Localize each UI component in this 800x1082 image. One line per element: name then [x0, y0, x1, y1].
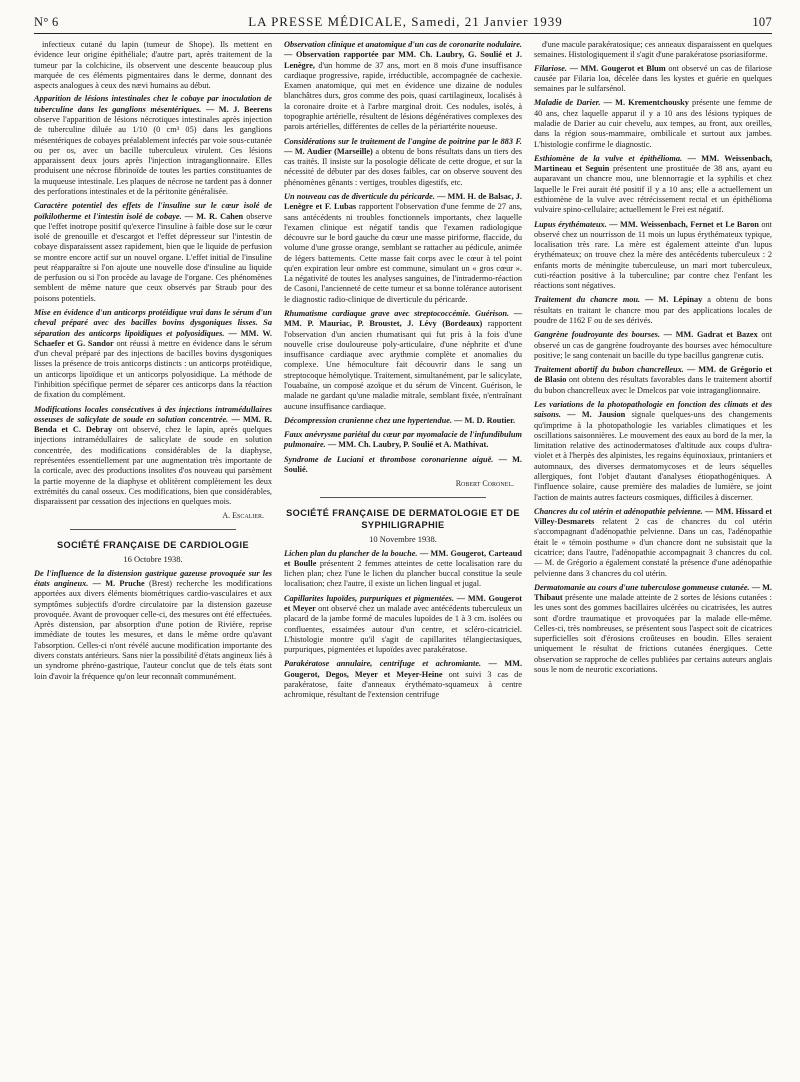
article [34, 94, 272, 197]
article-title: Modifications locales consécutives à des injections intramédullaires osseuses de salicylate de soude en solution concentrée. [34, 404, 272, 424]
section-date: 16 Octobre 1938. [123, 554, 183, 565]
article [284, 594, 522, 656]
article-authors: — M. Soulié. [284, 454, 522, 474]
article-title: Capillarites lupoïdes, purpuriques et pigmentées. [284, 593, 454, 603]
article-authors: — MM. W. Schaefer et G. Sandor [34, 328, 273, 348]
article-text: d'un homme de 37 ans, mort en 8 mois d'une insuffisance cardiaque progressive, rapide, irréductible, accompagnée de cachexie. Examen anatomique, qui met en évidence une dizaine de nodules blanchâtres durs, gros comme des pois, quasi cartilagineux, localisés à la coronaire droite et à l'arbre marginal droit. Ces nodules, isolés, à topographie artérielle, résultent de lésions dégénératives complexes des parois artérielles, différentes de celles de la périartérite noueuse. [284, 60, 522, 132]
article-authors: — M. J. Beerens [205, 104, 272, 114]
article-text: présentent 2 femmes atteintes de cette localisation rare du lichen plan; chez l'une le lichen du plancher buccal constitue la seule localisation; chez l'autre, il existe un lichen lingual et jugal. [284, 558, 523, 589]
article-authors: — MM. de Grégorio et de Blasio [534, 365, 772, 385]
article-authors: — MM. Gadrat et Bazex [663, 330, 758, 340]
issue-number: N° 6 [34, 15, 59, 29]
article [534, 507, 772, 579]
article-text: ont observé chez un nourrisson de 11 mois un lupus érythémateux typique, localisation très rare. La mère est également atteinte d'un lupus érythémateux; on trouve chez la mère des antécédents tuberculeux : 2 enfants morts de méningite tuberculeuse, un mari mort tuberculeux, cuti-réaction positive à la tuberculine; par contre chez l'enfant les réactions sont négatives. [534, 219, 772, 291]
article-authors: — MM. Weissenbach, Fernet et Le Baron [609, 219, 759, 229]
column-3 [534, 40, 772, 705]
article-authors: — MM. Ch. Laubry, P. Soulié et A. Mathivat. [327, 440, 489, 450]
article-authors: — MM. H. de Balsac, J. Lenègre et F. Lubas [284, 191, 523, 212]
article-authors: — M. Pruche [92, 579, 145, 589]
journal-title: LA PRESSE MÉDICALE, Samedi, 21 Janvier 1939 [248, 14, 563, 29]
article-title: Considérations sur le traitement de l'angine de poitrine par le 883 F. [284, 136, 522, 146]
article [534, 220, 772, 292]
article-authors: — M. D. Routier. [454, 415, 516, 425]
article-authors: — MM. Gougerot et Blum [569, 63, 666, 73]
article-text: relatent 2 cas de chancres du col utérin s'accompagnant d'adénopathie pelvienne. Dans un cas, l'adénopathie était le « témoin posthume » d'un chancre dont ne subsistait que la cicatrice; dans l'autre, l'adénopathie accompagnait 3 chancres du col. — M. de Grégorio a également constaté la présence d'une adénopathie pelvienne dans 3 chancres du col utérin. [534, 517, 772, 578]
article [534, 295, 772, 326]
article [534, 98, 772, 149]
article-text: ont suivi 3 cas de parakératose, faite d'anneaux érythémato-squameux à centre achromique, résultant de l'extension centrifuge [284, 669, 523, 700]
article [284, 549, 522, 590]
article-text: a obtenu de bons résultats dans un tiers des cas traités. Il insiste sur la posologie délicate de cette drogue, et sur la nécessité de débuter par des doses faibles, car on observe souvent des phénomènes gênants : vertiges, troubles digestifs, etc. [284, 146, 522, 187]
article-list [284, 40, 522, 475]
article-title: Syndrome de Luciani et thrombose coronarienne aiguë. [284, 454, 494, 464]
article-title: Décompression cranienne chez une hypertendue. [284, 415, 453, 425]
section-heading: SOCIÉTÉ FRANÇAISE DE DERMATOLOGIE ET DE SYPHILIGRAPHIE [286, 508, 520, 531]
article-text: (Brest) recherche les modifications apportées aux divers éléments biométriques cardio-vasculaires et aux symptômes subjectifs d'ordre circulatoire par la distension gazeuse provoquée. Avant de provoquer celle-ci, des mesures ont été effectuées. Après distension, par absorption d'une potion de Rivière, reprise immédiate de toutes les mesures, et dans le même ordre qu'avant l'absorption. Celles-ci n'ont révélé aucune modification importante des divers constats antérieurs. Sans nier la possibilité d'états angineux liés à un syndrome phréno-gastrique, l'auteur conclut que de tels états sont loin d'avoir la fréquence qu'on leur reconnaît communément. [34, 579, 273, 681]
intro-text: d'une macule parakératosique; ces anneaux disparaissent en quelques semaines. Histologiquement il s'agit d'une parakératose psoriasiforme. [534, 40, 772, 60]
article-authors: — MM. Weissenbach, Martineau et Seguin [534, 153, 773, 174]
article [34, 569, 272, 682]
article [534, 64, 772, 95]
article-title: Les variations de la photopathologie en fonction des climats et des saisons. [534, 400, 772, 420]
article [534, 400, 772, 503]
article-text: ont réussi à mettre en évidence dans le sérum d'un cheval préparé par des injections de bacilles bovins dysgoniques lisses la présence de trois anticorps distincts : un anticorps protéidique, un anticorps lipoïdique et un anticorps polyosidique. La méthode de l'inhibition spécifique permet de séparer ces anticorps dans la réaction de fixation du complément. [34, 338, 272, 400]
header-rule [34, 33, 772, 34]
page-number: 107 [752, 15, 772, 29]
article-authors: — M. Thibaut [534, 582, 772, 603]
article [34, 405, 272, 508]
article-text: ont observé chez un malade avec antécédents tuberculeux un placard de la jambe formé de macules lupoïdes de 1 à 3 cm. isolées ou confluentes, essaimées autour d'un centre, et scléro-cicatriciel. L'histologie montre qu'il s'agit de capillarites télangiectasiques, purpuriques, pigmentées et lupoïdes avec parakératose. [284, 604, 523, 655]
section-divider [70, 529, 237, 530]
article-authors: — MM. Gougerot, Degos, Meyer et Meyer-Heine [284, 659, 523, 679]
article-authors: — M. Audier (Marseille) [284, 146, 373, 156]
article-title: Un nouveau cas de diverticule du péricarde. [284, 191, 435, 201]
article-authors: — M. R. Cahen [184, 211, 244, 221]
article-title: Faux anévrysme pariétal du cœur par myomalacie de l'infundibulum pulmonaire. [284, 430, 522, 450]
article-title: Esthiomène de la vulve et épithélioma. [534, 153, 683, 163]
article [284, 430, 522, 451]
page-header [34, 14, 772, 33]
article [34, 308, 272, 401]
article-authors: — Observation rapportée par MM. Ch. Laubry, G. Soulié et J. Lenègre, [284, 50, 522, 70]
article [534, 583, 772, 676]
article-title: Rhumatisme cardiaque grave avec streptococcémie. Guérison. [284, 309, 510, 319]
article-title: Parakératose annulaire, centrifuge et achromiante. [284, 659, 482, 669]
section-date: 10 Novembre 1938. [369, 534, 437, 545]
article-title: Lichen plan du plancher de la bouche. [284, 548, 418, 558]
article-text: observe l'apparition de lésions nécrotiques intestinales après injection de tuberculine diluée au 1/10 (0 cm³ 05) dans les ganglions mésentériques de cobayes préalablement infectés par voie sous-cutanée ou per os, avec un bacille tuberculeux virulent. Ces lésions apparaissent deux jours après l'injection intraganglionnaire. Elles produisent une nécrose fibrinoïde de toutes les parties constituantes de la muqueuse intestinale. Les plaques de nécrose ne tardent pas à donner des perforations intestinales et de la péritonite généralisée. [34, 114, 272, 196]
section-heading: SOCIÉTÉ FRANÇAISE DE CARDIOLOGIE [57, 540, 249, 551]
article-text: ont observé un cas de filariose causée par Filaria loa, décelée dans les kystes et guérie en quelques semaines par le sulfarsénol. [534, 63, 772, 94]
article-authors: — M. Krementchousky [603, 98, 689, 108]
article-title: Mise en évidence d'un anticorps protéidique vrai dans le sérum d'un cheval préparé avec des bacilles bovins dysgoniques lisses. Sa séparation des anticorps lipoïdiques et polyosidiques. [34, 308, 272, 338]
article-title: Observation clinique et anatomique d'un cas de coronarite nodulaire. [284, 40, 522, 49]
article [284, 309, 522, 412]
article [284, 455, 522, 476]
article-title: Chancres du col utérin et adénopathie pelvienne. [534, 506, 703, 516]
article [284, 659, 522, 700]
article-authors: — M. Jausion [567, 410, 626, 420]
article [284, 416, 522, 426]
article-title: Filariose. [534, 63, 567, 73]
article-title: Traitement abortif du bubon chancrelleux. [534, 365, 684, 375]
article-title: Traitement du chancre mou. [534, 295, 641, 305]
article [534, 330, 772, 361]
article-title: Apparition de lésions intestinales chez le cobaye par inoculation de tuberculine dans les ganglions mésentériques. [34, 94, 272, 114]
article [284, 40, 522, 133]
article-text: ont obtenu des résultats favorables dans le traitement abortif du bubon chancrelleux avec le Dmelcos par voie intraganglionnaire. [534, 375, 773, 395]
article [34, 201, 272, 304]
article [534, 154, 772, 216]
article-authors: — M. Lépinay [645, 295, 703, 305]
intro-text: infectieux cutané du lapin (tumeur de Shope). Ils mettent en évidence leur origine épithéliale; d'autre part, après traitement de la tumeur par la colchicine, ils observent une descente beaucoup plus marquée de ces éléments pigmentaires dans le derme, donnant des aspects analogues à ceux des nævi humains au début. [34, 40, 272, 91]
article-list [534, 64, 772, 676]
article-authors: — MM. Gougerot, Carteaud et Boulle [284, 548, 522, 568]
article-text: rapportent l'observation d'un ancien rhumatisant qui fut pris à la fois d'une nouvelle crise douloureuse poly-articulaire, d'une néphrite et d'une insuffisance cardiaque avec arythmie complète et anomalies du complexe. Une hémoculture fait découvrir dans le sang un streptocoque hémolytique. Traitement, simultanément, par le salicylate, l'ouabaïne, un composé azoïque et du sérum de Vincent. Guérison, le malade ne gardant qu'une maladie mitrale, semblant fixée, n'entraînant aucune insuffisance cardiaque. [284, 319, 522, 411]
article-text: présentent une prostituée de 38 ans, ayant eu auparavant un chancre mou, une blennorragie et la syphilis et chez laquelle le Frei aurait été positif il y a 10 ans; elle a actuellement un esthiomène de la vulve avec rétrécissement rectal et un épithélioma vulvaire spino-cellulaire; actuellement le Frei est négatif. [534, 164, 772, 215]
article-authors: — MM. P. Mauriac, P. Broustet, J. Lévy (Bordeaux) [284, 309, 522, 329]
signature: A. Escalier. [222, 511, 264, 521]
column-2 [284, 40, 522, 705]
article-text: ont observé, chez le lapin, après quelques injections intramédullaires de salicylate de soude en solution concentrée, des modifications considérables de la diaphyse, représentées essentiellement par une augmentation très importante de la corticale, avec des productions insolites d'os nouveau qui parsèment la partie moyenne de la diaphyse et oblitèrent complètement les deux extrémités du canal osseux. Ces modifications, bien que considérables, disparaissent par cessation des injections en quelques mois. [34, 425, 272, 507]
article-title: Gangrène foudroyante des bourses. [534, 330, 660, 340]
article-text: ont observé un cas de gangrène foudroyante des bourses avec hémoculture positive; le sang contenait un bacille du type bacillus gangrenæ cutis. [534, 330, 772, 360]
article-authors: — MM. R. Benda et C. Debray [34, 414, 273, 435]
columns [34, 40, 772, 705]
article-title: Maladie de Darier. [534, 98, 601, 108]
signature: Robert Coronel. [455, 479, 514, 489]
article-text: a obtenu de bons résultats en traitant le chancre mou par des applications locales de poudre de 1162 F ou de ses dérivés. [534, 295, 772, 326]
article-title: De l'influence de la distension gastrique gazeuse provoquée sur les états angineux. [34, 568, 272, 589]
article-list [284, 549, 522, 701]
article-list [34, 94, 272, 507]
article-title: Dermatomanie au cours d'une tuberculose gommeuse cutanée. [534, 582, 750, 592]
article [284, 192, 522, 305]
article-text: observe que l'effet inotrope positif qu'exerce l'insuline à faible dose sur le cœur isolé de grenouille et d'escargot et l'effet dépresseur sur l'intestin de cobaye disparaissent assez rapidement, bien que le liquide de perfusion se montre encore actif sur un nouvel organe. L'effet initial de l'insuline peut réapparaître si l'on ajoute une nouvelle dose d'insuline au liquide de perfusion ou si l'on procède au lavage de l'organe. Ces phénomènes semblent de même nature que ceux observés par Straub pour des poisons potentiels. [34, 211, 273, 303]
article-text: présente une malade atteinte de 2 sortes de lésions cutanées : les unes sont des gommes bacillaires ulcérées ou cicatrisées, les autres sont d'ordre traumatique et provoquées par la malade elle-même. Celles-ci, très nombreuses, se présentent sous l'aspect soit de cicatrices superficielles soit d'érosions croûteuses en boudin. Elles seraient uniquement le résultat de frictions cutanées énergiques. Cette observation se rapproche de celles publiées par certains auteurs anglais sous le nom de neurotic excoriations. [534, 593, 772, 675]
article-title: Lupus érythémateux. [534, 219, 607, 229]
section-divider [320, 497, 487, 498]
article-title: Caractère potentiel des effets de l'insuline sur le cœur isolé de poïkilotherme et l'intestin isolé de cobaye. [34, 201, 272, 221]
article-text: rapportent l'observation d'une femme de 27 ans, sans antécédents ni troubles fonctionnels importants, chez laquelle l'examen clinique est négatif tandis que l'examen radiologique découvre sur le bord gauche du cœur une masse piriforme, flaccide, du volume d'une grosse orange, semblant se rattacher au pédicule, animée de légers battements. Cette masse fait corps avec le cœur à tel point qu'en expiration leur ombre est commune, simulant un « gros cœur ». La négativité de toutes les analyses sanguines, de l'intradermo-réaction de Casoni, l'ancienneté de cette tumeur et sa bonne tolérance autorisent le diagnostic radio-clinique de diverticule du péricarde. [284, 202, 522, 304]
article [534, 365, 772, 396]
article-text: présente une femme de 40 ans, chez laquelle apparut il y a 10 ans des lésions typiques de maladie de Darier au cuir chevelu, aux tempes, au front, aux oreilles, dans la région sous-mammaire, ombilicale et surtout aux jambes. L'histologie confirme le diagnostic. [534, 98, 773, 149]
article-text: signale quelques-uns des changements qu'imprime à la photopathologie les variables climatiques et les oscillations saisonnières. Le mouvement des eaux au bord de la mer, la limitation relative des actinodermatoses d'altitude aux coups d'ultra-violet et à l'herpès des alpinistes, les regains équinoxiaux, printaniers et automnaux, des diverses dermatomycoses et de leurs séquelles allergiques, font l'objet d'autant d'analyses étiopathogéniques. A l'influence solaire, cause première des maladies de lumière, se joint l'action de maints autres facteurs cosmiques, difficiles à discerner. [534, 410, 772, 502]
article-authors: — MM. Gougerot et Meyer [284, 593, 522, 613]
column-1 [34, 40, 272, 705]
article [284, 137, 522, 188]
article-authors: — MM. Hissard et Villey-Desmarets [534, 506, 772, 527]
